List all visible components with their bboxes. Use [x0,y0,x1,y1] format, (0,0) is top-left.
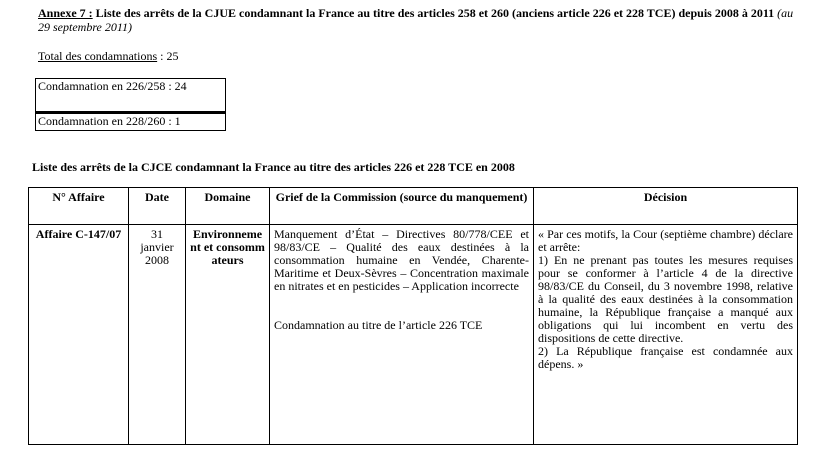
annex-label: Annexe 7 : [38,6,93,20]
judgments-table [28,187,798,445]
grief-text: Manquement d’État – Directives 80/778/CEE et 98/83/CE – Qualité des eaux destinées à la consommation humaine en Vendée, Charente-Maritime et Deux-Sèvres – Concentration maximale en nitrates et en pesticides – Application incorrecte [274,227,529,293]
header-domaine: Domaine [186,188,270,225]
cell-grief [270,225,534,445]
count-box-226-258: Condamnation en 226/258 : 24 [35,78,226,112]
decision-point-2: 2) La République française est condamnée aux dépens. » [538,344,793,371]
grief-note: Condamnation au titre de l’article 226 TCE [274,318,483,332]
header-affaire: N° Affaire [29,188,129,225]
decision-intro: « Par ces motifs, la Cour (septième chambre) déclare et arrête: [538,227,793,254]
cell-decision [534,225,798,445]
decision-point-1: 1) En ne prenant pas toutes les mesures requises pour se conformer à l’article 4 de la directive 98/83/CE du Conseil, du 3 novembre 1998, relative à la qualité des eaux destinées à la consommation humaine, la République française a manqué aux obligations qui lui incombent en vertu des dispositions de cette directive. [538,253,793,345]
count-box-228-260: Condamnation en 228/260 : 1 [35,112,226,131]
header-grief: Grief de la Commission (source du manquement) [270,188,534,225]
annex-title [38,6,798,34]
cell-affaire: Affaire C-147/07 [29,225,129,445]
total-value: : 25 [157,49,179,63]
table-header-row [29,188,798,225]
total-condemnations [38,49,178,64]
header-decision: Décision [534,188,798,225]
table-row [29,225,798,445]
total-label: Total des condamnations [38,49,158,63]
cell-date: 31 janvier 2008 [129,225,186,445]
list-title: Liste des arrêts de la CJCE condamnant la France au titre des articles 226 et 228 TCE en 2008 [32,160,515,174]
annex-title-text: Liste des arrêts de la CJUE condamnant la France au titre des articles 258 et 260 (anciens article 226 et 228 TCE) depuis 2008 à 2011 [92,6,778,20]
annex-date-note: (au 29 septembre 2011) [38,6,794,34]
header-date: Date [129,188,186,225]
cell-domaine: Environnement et consommateurs [186,225,270,445]
